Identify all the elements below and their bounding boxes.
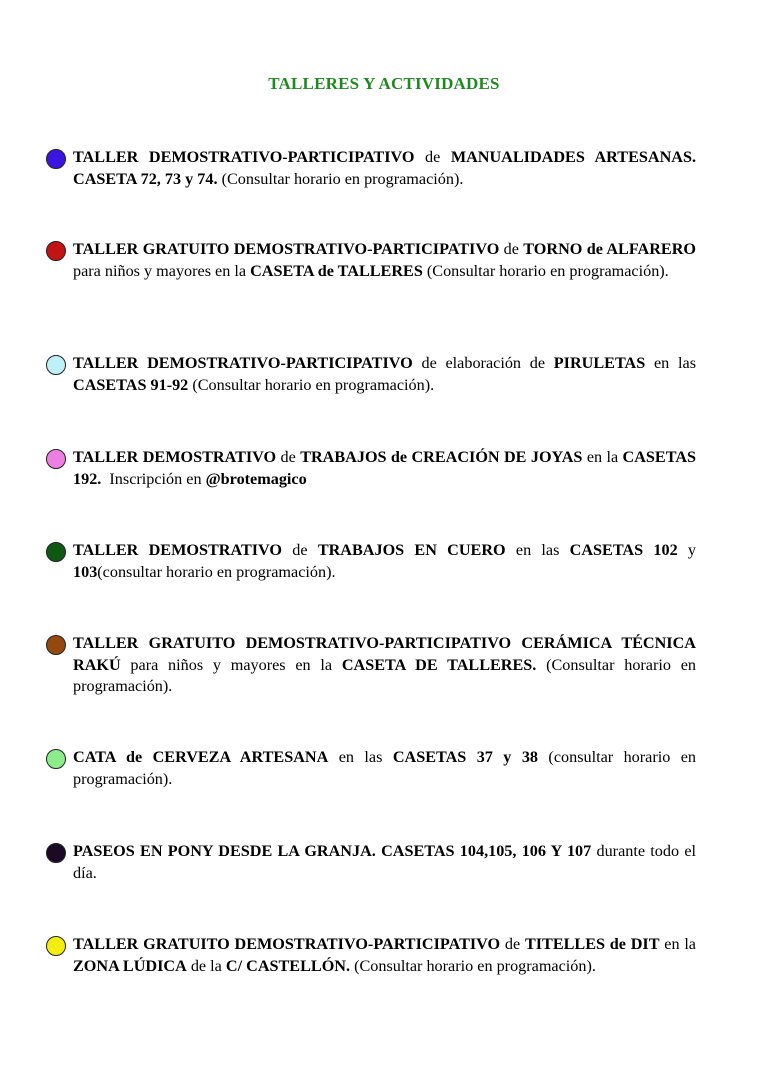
bullet-dot-icon (46, 749, 66, 769)
activity-text: TALLER GRATUITO DEMOSTRATIVO-PARTICIPATIVO de TITELLES de DIT en la ZONA LÚDICA de la C/ CASTELLÓN. (Consultar horario en programación). (73, 935, 696, 975)
activity-text: PASEOS EN PONY DESDE LA GRANJA. CASETAS 104,105, 106 Y 107 durante todo el día. (73, 842, 696, 882)
activity-item-2 (46, 239, 696, 282)
page-title: TALLERES Y ACTIVIDADES (268, 74, 500, 93)
activity-item-7 (46, 747, 696, 790)
activity-text: TALLER DEMOSTRATIVO de TRABAJOS EN CUERO en las CASETAS 102 y 103(consultar horario en programación). (73, 541, 697, 581)
activity-text: TALLER DEMOSTRATIVO de TRABAJOS de CREACIÓN DE JOYAS en la CASETAS 192. Inscripción en @brotemagico (73, 448, 697, 488)
bullet-dot-icon (46, 149, 66, 169)
activity-item-9 (46, 934, 696, 977)
activity-item-6 (46, 633, 696, 698)
activity-item-1 (46, 147, 696, 190)
activity-item-8 (46, 841, 696, 884)
activity-text: CATA de CERVEZA ARTESANA en las CASETAS 37 y 38 (consultar horario en programación). (73, 748, 697, 788)
bullet-dot-icon (46, 843, 66, 863)
activity-text: TALLER GRATUITO DEMOSTRATIVO-PARTICIPATIVO de TORNO de ALFARERO para niños y mayores en la CASETA de TALLERES (Consultar horario en programación). (73, 240, 696, 280)
activity-item-3 (46, 353, 696, 396)
bullet-dot-icon (46, 542, 66, 562)
bullet-dot-icon (46, 936, 66, 956)
bullet-dot-icon (46, 449, 66, 469)
activity-item-4 (46, 447, 696, 490)
bullet-dot-icon (46, 241, 66, 261)
activity-text: TALLER DEMOSTRATIVO-PARTICIPATIVO de MANUALIDADES ARTESANAS. CASETA 72, 73 y 74. (Consultar horario en programación). (73, 148, 696, 188)
bullet-dot-icon (46, 355, 66, 375)
activity-item-5 (46, 540, 696, 583)
activity-text: TALLER GRATUITO DEMOSTRATIVO-PARTICIPATIVO CERÁMICA TÉCNICA RAKÚ para niños y mayores en la CASETA DE TALLERES. (Consultar horario en programación). (73, 634, 697, 695)
activity-text: TALLER DEMOSTRATIVO-PARTICIPATIVO de elaboración de PIRULETAS en las CASETAS 91-92 (Consultar horario en programación). (73, 354, 697, 394)
bullet-dot-icon (46, 635, 66, 655)
